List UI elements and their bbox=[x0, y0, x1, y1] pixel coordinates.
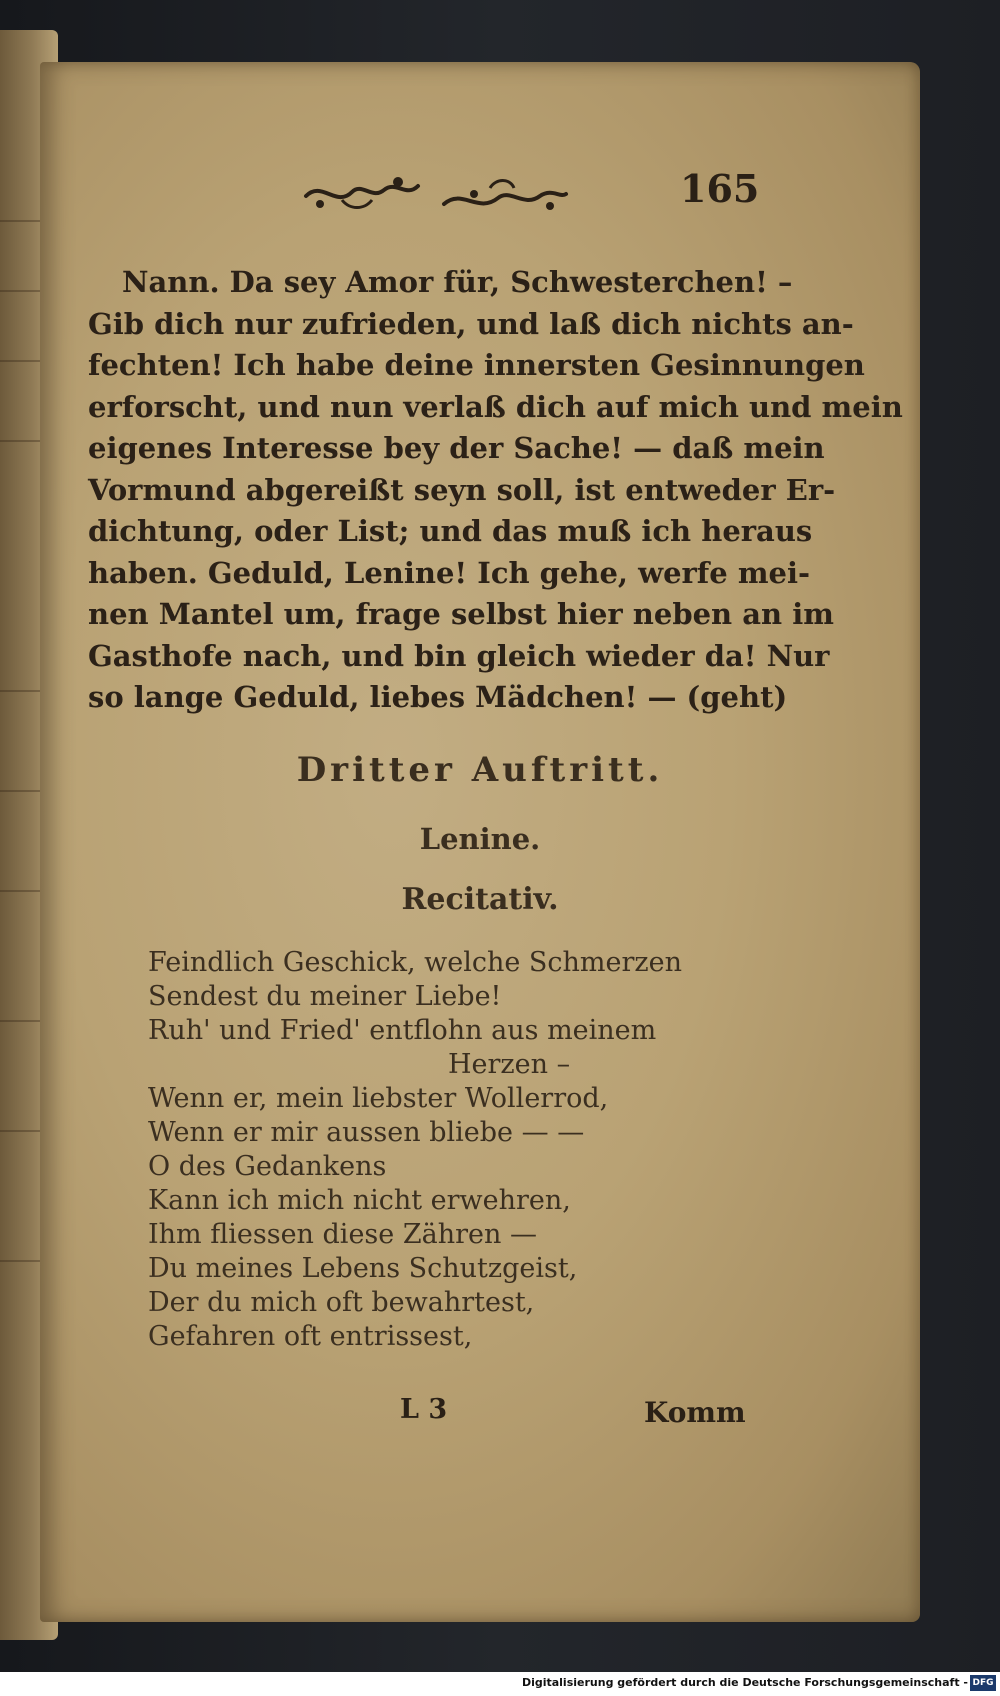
prose-line: Gib dich nur zufrieden, und laß dich nichts an- bbox=[88, 306, 854, 341]
scene-heading: Dritter Auftritt. bbox=[296, 750, 664, 790]
prose-line: fechten! Ich habe deine innersten Gesinnungen bbox=[88, 348, 865, 382]
book-page bbox=[40, 62, 920, 1622]
page-number: 165 bbox=[680, 166, 760, 211]
prose-line: so lange Geduld, liebes Mädchen! — (geht) bbox=[88, 680, 788, 714]
prose-line: haben. Geduld, Lenine! Ich gehe, werfe mei- bbox=[88, 555, 811, 590]
character-name: Lenine. bbox=[419, 822, 541, 856]
ornament-left-icon bbox=[302, 170, 422, 216]
ornament-center-icon bbox=[440, 174, 570, 220]
verse-block bbox=[148, 946, 788, 1354]
verse-line: Ruh' und Fried' entflohn aus meinem bbox=[148, 1015, 657, 1046]
verse-line: Der du mich oft bewahrtest, bbox=[148, 1287, 535, 1318]
verse-line: Wenn er mir aussen bliebe — — bbox=[148, 1117, 585, 1148]
prose-line: Gasthofe nach, und bin gleich wieder da! Nur bbox=[88, 638, 830, 673]
recitativ-label: Recitativ. bbox=[401, 882, 559, 917]
verse-line: O des Gedankens bbox=[148, 1151, 387, 1182]
footer-credit: Digitalisierung gefördert durch die Deutsche Forschungsgemeinschaft - bbox=[521, 1676, 968, 1689]
prose-block bbox=[88, 262, 903, 719]
verse-line: Feindlich Geschick, welche Schmerzen bbox=[148, 947, 682, 978]
verse-line: Du meines Lebens Schutzgeist, bbox=[148, 1253, 578, 1284]
prose-line: eigenes Interesse bey der Sache! — daß mein bbox=[88, 431, 825, 465]
verse-line: Wenn er, mein liebster Wollerrod, bbox=[148, 1083, 609, 1114]
prose-line: Vormund abgereißt seyn soll, ist entweder Er- bbox=[88, 472, 836, 507]
prose-line: erforscht, und nun verlaß dich auf mich und mein bbox=[88, 389, 903, 424]
verse-line: Ihm fliessen diese Zähren — bbox=[148, 1219, 537, 1250]
verse-line: Kann ich mich nicht erwehren, bbox=[148, 1185, 571, 1216]
verse-line: Herzen – bbox=[448, 1049, 571, 1080]
prose-line: Nann. Da sey Amor für, Schwesterchen! – bbox=[122, 265, 793, 299]
verse-line: Gefahren oft entrissest, bbox=[148, 1321, 473, 1352]
dfg-logo-icon: DFG bbox=[970, 1675, 996, 1691]
prose-line: dichtung, oder List; und das muß ich heraus bbox=[88, 514, 813, 548]
catchword: Komm bbox=[644, 1396, 746, 1429]
verse-line: Sendest du meiner Liebe! bbox=[148, 981, 502, 1012]
footer-bar bbox=[0, 1672, 1000, 1696]
prose-line: nen Mantel um, frage selbst hier neben an im bbox=[88, 597, 834, 631]
signature-mark: L 3 bbox=[400, 1394, 448, 1425]
